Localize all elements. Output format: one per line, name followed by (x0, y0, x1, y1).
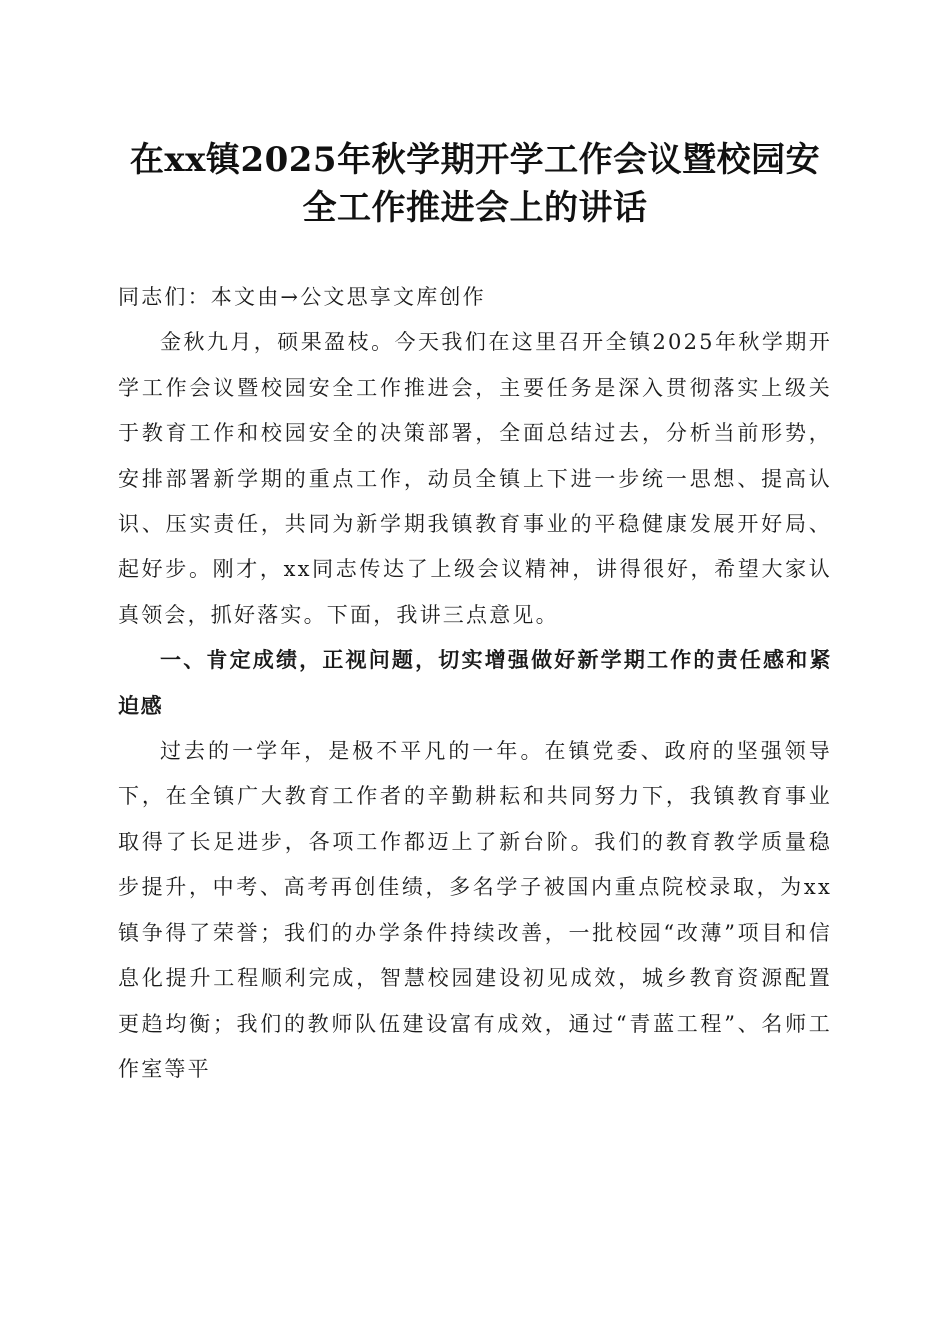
salutation: 同志们：本文由→公文思享文库创作 (118, 285, 486, 309)
section-heading-1: 一、肯定成绩，正视问题，切实增强做好新学期工作的责任感和紧迫感 (118, 648, 832, 718)
paragraph-intro: 金秋九月，硕果盈枝。今天我们在这里召开全镇2025年秋学期开学工作会议暨校园安全工作推进会，主要任务是深入贯彻落实上级关于教育工作和校园安全的决策部署，全面总结过去，分析当前形势，安排部署新学期的重点工作，动员全镇上下进一步统一思想、提高认识、压实责任，共同为新学期我镇教育事业的平稳健康发展开好局、起好步。刚才，xx同志传达了上级会议精神，讲得很好，希望大家认真领会，抓好落实。下面，我讲三点意见。 (118, 330, 832, 627)
title-line-1: 在xx镇2025年秋学期开学工作会议暨校园安 (129, 140, 821, 180)
document-title (118, 136, 832, 232)
title-line-2: 全工作推进会上的讲话 (302, 188, 648, 228)
document-body (118, 275, 832, 1092)
paragraph-achievements: 过去的一学年，是极不平凡的一年。在镇党委、政府的坚强领导下，在全镇广大教育工作者的辛勤耕耘和共同努力下，我镇教育事业取得了长足进步，各项工作都迈上了新台阶。我们的教育教学质量稳步提升，中考、高考再创佳绩，多名学子被国内重点院校录取，为xx镇争得了荣誉；我们的办学条件持续改善，一批校园“改薄”项目和信息化提升工程顺利完成，智慧校园建设初见成效，城乡教育资源配置更趋均衡；我们的教师队伍建设富有成效，通过“青蓝工程”、名师工作室等平 (118, 739, 832, 1081)
